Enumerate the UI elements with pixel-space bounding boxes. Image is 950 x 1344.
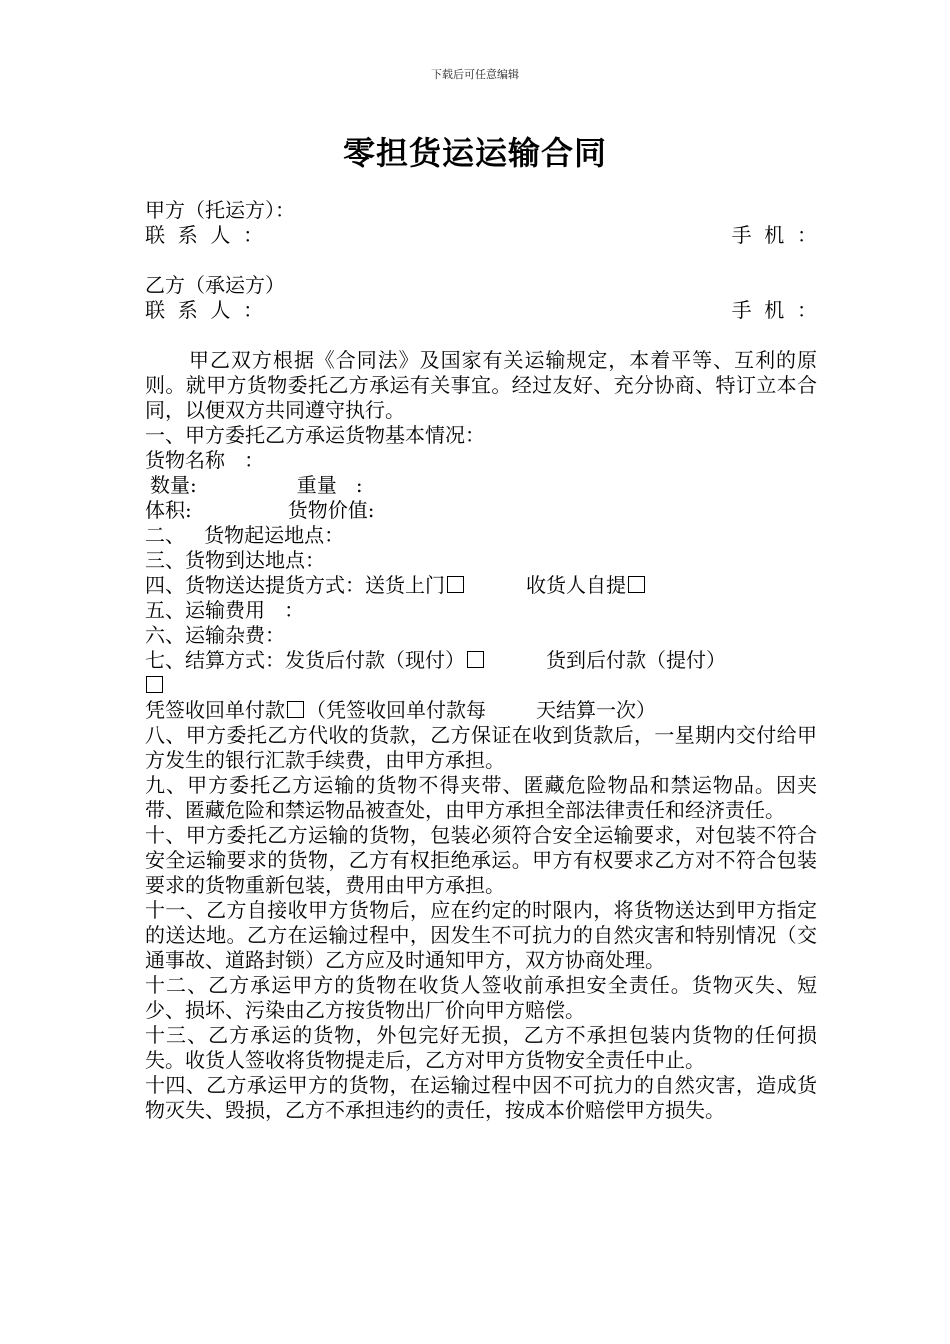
clause-1: 一、甲方委托乙方承运货物基本情况： xyxy=(145,423,485,447)
clause-7-checkbox-row xyxy=(145,673,817,698)
party-b-phone-label: 手 机 ： xyxy=(731,298,817,322)
checkbox-pay-on-arrival[interactable] xyxy=(146,676,163,693)
checkbox-pay-on-shipment[interactable] xyxy=(467,651,484,668)
goods-name-field: 货物名称 ： xyxy=(145,448,265,472)
clause-4-text: 四、货物送达提货方式：送货上门 xyxy=(145,573,445,597)
clause-13: 十三、乙方承运的货物，外包完好无损，乙方不承担包装内货物的任何损失。收货人签收将货物提走后，乙方对甲方货物安全责任中止。 xyxy=(145,1023,817,1072)
clause-5: 五、运输费用 ： xyxy=(145,598,305,622)
clause-11: 十一、乙方自接收甲方货物后，应在约定的时限内，将货物送达到甲方指定的送达地。乙方在运输过程中，因发生不可抗力的自然灾害和特别情况（交通事故、道路封锁）乙方应及时通知甲方，双方协商处理。 xyxy=(145,898,817,972)
header-note: 下载后可任意编辑 xyxy=(431,68,519,81)
receipt-payment-period: 天结算一次） xyxy=(536,698,656,722)
intro-paragraph: 甲乙双方根据《合同法》及国家有关运输规定，本着平等、互利的原则。就甲方货物委托乙方承运有关事宜。经过友好、充分协商、特订立本合同，以便双方共同遵守执行。 xyxy=(145,348,817,422)
clause-8: 八、甲方委托乙方代收的货款，乙方保证在收到货款后，一星期内交付给甲方发生的银行汇款手续费，由甲方承担。 xyxy=(145,723,817,772)
clause-7-text: 七、结算方式：发货后付款（现付） xyxy=(145,648,465,672)
clause-12: 十二、乙方承运甲方的货物在收货人签收前承担安全责任。货物灭失、短少、损坏、污染由乙方按货物出厂价向甲方赔偿。 xyxy=(145,973,817,1022)
clause-2: 二、 货物起运地点： xyxy=(145,523,345,547)
party-b-contact-label: 联 系 人 ： xyxy=(145,298,264,322)
clause-10: 十、甲方委托乙方运输的货物，包装必须符合安全运输要求，对包装不符合安全运输要求的货物，乙方有权拒绝承运。甲方有权要求乙方对不符合包装要求的货物重新包装，费用由甲方承担。 xyxy=(145,823,817,897)
party-b-contact-row xyxy=(145,298,817,323)
checkbox-receipt-payment[interactable] xyxy=(287,701,304,718)
party-a-contact-row xyxy=(145,223,817,248)
party-b-label: 乙方（承运方） xyxy=(145,273,285,297)
contract-body xyxy=(145,198,817,1123)
clause-3: 三、货物到达地点： xyxy=(145,548,325,572)
weight-field: 重量 : xyxy=(296,473,363,497)
clause-7 xyxy=(145,648,817,673)
volume-value-row xyxy=(145,498,817,523)
contract-title: 零担货运运输合同 xyxy=(342,134,607,172)
volume-field: 体积: xyxy=(145,498,192,522)
party-a-contact-label: 联 系 人 ： xyxy=(145,223,264,247)
checkbox-door-delivery[interactable] xyxy=(447,576,464,593)
goods-value-field: 货物价值: xyxy=(287,498,375,522)
clause-9: 九、甲方委托乙方运输的货物不得夹带、匿藏危险物品和禁运物品。因夹带、匿藏危险和禁运物品被查处，由甲方承担全部法律责任和经济责任。 xyxy=(145,773,817,822)
clause-7-receipt-row xyxy=(145,698,817,723)
clause-14: 十四、乙方承运甲方的货物，在运输过程中因不可抗力的自然灾害，造成货物灭失、毁损，乙方不承担违约的责任，按成本价赔偿甲方损失。 xyxy=(145,1073,817,1122)
quantity-field: 数量: xyxy=(150,473,197,497)
checkbox-self-pickup[interactable] xyxy=(628,576,645,593)
clause-4 xyxy=(145,573,817,598)
clause-7-option-pay-on-arrival: 货到后付款（提付） xyxy=(546,648,726,672)
quantity-weight-row xyxy=(145,473,817,498)
spacer xyxy=(145,323,817,348)
clause-4-option-self-pickup: 收货人自提 xyxy=(526,573,626,597)
receipt-payment-label: 凭签收回单付款 xyxy=(145,698,285,722)
party-a-label: 甲方（托运方）： xyxy=(145,198,295,222)
clause-6: 六、运输杂费： xyxy=(145,623,285,647)
party-a-phone-label: 手 机 ： xyxy=(731,223,817,247)
spacer xyxy=(145,248,817,273)
receipt-payment-detail: （凭签收回单付款每 xyxy=(306,698,486,722)
